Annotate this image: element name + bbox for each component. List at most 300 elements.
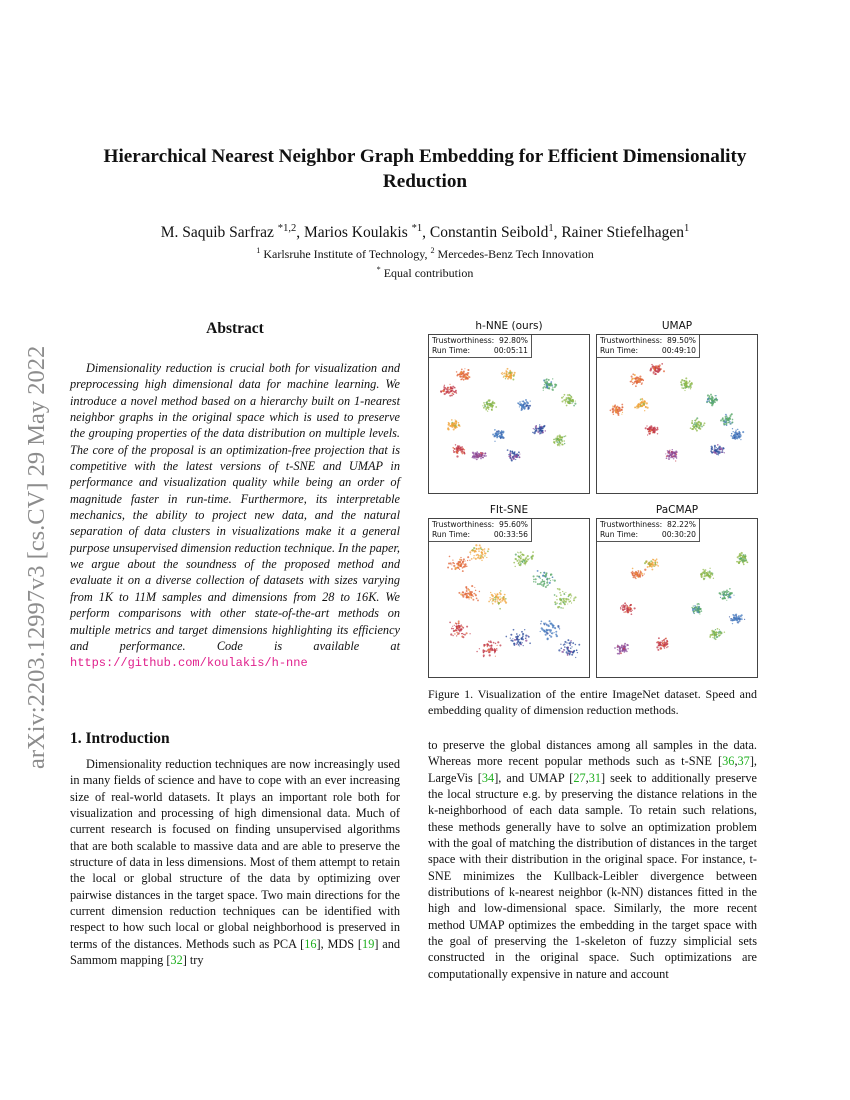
- scatter-point: [571, 646, 572, 647]
- scatter-point: [656, 429, 657, 430]
- scatter-point: [464, 368, 465, 369]
- scatter-point: [709, 400, 710, 401]
- scatter-point: [742, 556, 744, 558]
- scatter-point: [539, 583, 541, 585]
- scatter-point: [473, 557, 475, 559]
- scatter-point: [558, 649, 560, 651]
- code-link[interactable]: https://github.com/koulakis/h-nne: [70, 656, 308, 671]
- scatter-point: [728, 421, 730, 423]
- scatter-point: [624, 643, 626, 645]
- scatter-point: [549, 631, 551, 633]
- scatter-point: [614, 647, 616, 649]
- scatter-point: [660, 648, 662, 650]
- scatter-point: [521, 408, 523, 410]
- scatter-point: [466, 590, 468, 592]
- scatter-point: [710, 572, 712, 574]
- citation-link[interactable]: 36: [722, 754, 735, 769]
- scatter-point: [730, 618, 732, 620]
- scatter-point: [622, 609, 624, 611]
- scatter-point: [556, 595, 558, 597]
- scatter-point: [697, 423, 699, 425]
- scatter-point: [714, 637, 716, 639]
- scatter-point: [562, 591, 563, 592]
- scatter-point: [454, 387, 455, 388]
- scatter-point: [699, 424, 701, 426]
- scatter-point: [577, 652, 578, 653]
- scatter-point: [631, 380, 633, 382]
- scatter-point: [632, 573, 634, 575]
- scatter-point: [736, 561, 738, 563]
- scatter-point: [442, 390, 444, 392]
- runtime-value: 00:33:56: [493, 530, 528, 539]
- scatter-point: [627, 648, 628, 649]
- scatter-point: [710, 394, 712, 396]
- paper-title: Hierarchical Nearest Neighbor Graph Embedding for Efficient Dimensionality Reduction: [103, 146, 747, 192]
- scatter-point: [634, 576, 636, 578]
- scatter-point: [561, 397, 563, 399]
- scatter-point: [489, 407, 490, 408]
- scatter-point: [555, 384, 557, 386]
- scatter-point: [685, 384, 686, 385]
- scatter-point: [545, 634, 547, 636]
- scatter-point: [624, 647, 626, 649]
- scatter-point: [456, 623, 458, 625]
- scatter-point: [461, 449, 463, 451]
- affiliations: $^1$ Karlsruhe Institute of Technology, $^2$ Mercedes-Benz Tech Innovation: [256, 246, 594, 261]
- scatter-point: [499, 432, 501, 434]
- scatter-point: [618, 411, 619, 412]
- scatter-point: [522, 642, 523, 643]
- scatter-point: [447, 567, 449, 569]
- scatter-point: [670, 457, 671, 458]
- scatter-point: [667, 646, 668, 647]
- scatter-point: [574, 403, 576, 405]
- scatter-point: [468, 376, 470, 378]
- scatter-point: [472, 599, 474, 601]
- panel-title-fitsne: FIt-SNE: [489, 504, 529, 516]
- scatter-point: [559, 445, 560, 446]
- scatter-point: [578, 644, 580, 646]
- scatter-point: [459, 426, 460, 427]
- panel-title-umap: UMAP: [661, 320, 693, 332]
- scatter-point: [550, 381, 552, 383]
- scatter-point: [575, 644, 577, 646]
- scatter-point: [617, 409, 618, 410]
- scatter-point: [623, 606, 625, 608]
- scatter-point: [546, 624, 548, 626]
- scatter-point: [560, 594, 562, 596]
- scatter-point: [724, 423, 726, 425]
- scatter-point: [564, 394, 566, 396]
- scatter-point: [484, 550, 485, 551]
- scatter-point: [712, 575, 713, 576]
- scatter-point: [501, 434, 502, 435]
- scatter-point: [473, 593, 475, 595]
- scatter-point: [628, 612, 629, 613]
- scatter-point: [693, 605, 694, 606]
- scatter-point: [454, 625, 455, 626]
- scatter-point: [657, 367, 659, 369]
- scatter-point: [730, 423, 731, 424]
- scatter-point: [637, 573, 638, 574]
- scatter-point: [477, 599, 479, 601]
- scatter-point: [503, 373, 505, 375]
- scatter-point: [484, 548, 486, 550]
- scatter-point: [668, 458, 670, 460]
- scatter-point: [641, 405, 643, 407]
- scatter-point: [481, 549, 482, 550]
- scatter-point: [573, 650, 575, 652]
- scatter-point: [738, 431, 740, 433]
- scatter-point: [509, 452, 511, 454]
- scatter-point: [536, 575, 538, 577]
- scatter-point: [533, 575, 535, 577]
- scatter-point: [519, 454, 520, 455]
- scatter-point: [732, 431, 733, 432]
- scatter-point: [553, 439, 555, 441]
- scatter-point: [653, 429, 655, 431]
- scatter-point: [469, 551, 471, 553]
- scatter-point: [465, 378, 466, 379]
- scatter-point: [546, 382, 548, 384]
- scatter-point: [449, 395, 451, 397]
- scatter-point: [511, 377, 512, 378]
- scatter-point: [487, 410, 488, 411]
- scatter-point: [466, 566, 467, 567]
- scatter-point: [724, 452, 725, 453]
- scatter-point: [717, 632, 718, 633]
- scatter-point: [467, 592, 469, 594]
- scatter-point: [497, 645, 498, 646]
- scatter-point: [641, 398, 643, 400]
- scatter-point: [647, 428, 649, 430]
- scatter-point: [481, 555, 483, 557]
- scatter-point: [665, 453, 666, 454]
- scatter-point: [537, 570, 539, 572]
- scatter-point: [458, 620, 460, 622]
- scatter-point: [455, 419, 456, 420]
- scatter-point: [731, 421, 733, 423]
- scatter-point: [564, 443, 565, 444]
- scatter-point: [673, 458, 674, 459]
- abstract-text: Dimensionality reduction is crucial both for visualization and preprocessing high dimensional data for machine learning. We introduce a novel method based on a hierarchy built on 1-nearest neighbor graphs in the original space which is used to preserve the grouping properties of the data distribution on multiple levels. The core of the proposal is an optimization-free projection that is competitive with the latest versions of t-SNE and UMAP in performance and visualization quality while being an order of magnitude faster in run-time. Furthermore, its interpretable mechanics, the ability to project new data, and the natural separation of data clusters in visualizations make it a general purpose unsupervised dimension reduction technique. In the paper, we argue about the soundness of the proposed method and evaluate it on a diverse collection of datasets with sizes varying from 1K to 11M samples and dimensions from 28 to 16K. We perform comparisons with other state-of-the-art methods on multiple metrics and target dimensions highlighting its efficiency and performance. Code is available at: [70, 361, 400, 653]
- scatter-point: [630, 604, 632, 606]
- scatter-point: [674, 453, 676, 455]
- scatter-point: [535, 425, 537, 427]
- scatter-point: [502, 431, 504, 433]
- scatter-point: [719, 451, 721, 453]
- scatter-point: [543, 426, 545, 428]
- scatter-point: [708, 572, 710, 574]
- scatter-point: [490, 648, 492, 650]
- scatter-point: [721, 451, 723, 453]
- scatter-point: [456, 392, 457, 393]
- scatter-point: [494, 651, 496, 653]
- scatter-point: [462, 375, 463, 376]
- scatter-point: [566, 405, 568, 407]
- scatter-point: [554, 386, 556, 388]
- scatter-point: [628, 608, 630, 610]
- scatter-point: [484, 404, 486, 406]
- scatter-point: [456, 451, 458, 453]
- scatter-point: [549, 620, 551, 622]
- scatter-point: [625, 649, 626, 650]
- scatter-point: [725, 414, 727, 416]
- scatter-point: [552, 389, 554, 391]
- scatter-point: [451, 628, 453, 630]
- scatter-point: [461, 373, 462, 374]
- scatter-point: [724, 592, 726, 594]
- scatter-point: [488, 641, 490, 643]
- abstract-heading: Abstract: [206, 320, 264, 337]
- scatter-point: [450, 390, 452, 392]
- scatter-point: [645, 427, 647, 429]
- scatter-point: [737, 434, 738, 435]
- scatter-point: [657, 433, 658, 434]
- scatter-point: [454, 391, 456, 393]
- scatter-point: [525, 638, 526, 639]
- scatter-point: [646, 425, 647, 426]
- equal-contribution-note: [70, 266, 780, 281]
- scatter-point: [519, 401, 521, 403]
- scatter-point: [524, 629, 525, 630]
- scatter-point: [632, 568, 634, 570]
- scatter-point: [447, 387, 449, 389]
- scatter-point: [565, 402, 566, 403]
- scatter-point: [626, 611, 627, 612]
- scatter-point: [498, 599, 500, 601]
- scatter-point: [462, 627, 464, 629]
- scatter-point: [563, 600, 565, 602]
- scatter-point: [451, 419, 453, 421]
- scatter-point: [469, 598, 470, 599]
- scatter-point: [468, 597, 470, 599]
- scatter-point: [709, 568, 710, 569]
- scatter-point: [457, 446, 459, 448]
- scatter-point: [467, 588, 468, 589]
- scatter-point: [541, 584, 543, 586]
- runtime-value: 00:49:10: [661, 346, 696, 355]
- scatter-point: [476, 548, 477, 549]
- scatter-point: [466, 632, 468, 634]
- scatter-point: [711, 446, 713, 448]
- scatter-point: [554, 601, 556, 603]
- scatter-point: [636, 576, 637, 577]
- scatter-point: [469, 560, 470, 561]
- scatter-point: [733, 619, 735, 621]
- scatter-point: [650, 564, 651, 565]
- scatter-point: [545, 382, 546, 383]
- scatter-point: [634, 378, 635, 379]
- scatter-point: [504, 594, 506, 596]
- scatter-plot: [597, 519, 757, 677]
- scatter-point: [545, 379, 547, 381]
- scatter-point: [710, 402, 712, 404]
- scatter-point: [746, 562, 747, 563]
- scatter-point: [523, 645, 524, 646]
- scatter-point: [510, 639, 512, 641]
- citation-link[interactable]: 19: [362, 936, 375, 951]
- author-name: M. Saquib Sarfraz: [160, 224, 274, 241]
- scatter-point: [701, 426, 703, 428]
- scatter-point: [555, 603, 557, 605]
- scatter-point: [456, 632, 458, 634]
- scatter-point: [440, 390, 442, 392]
- citation-link[interactable]: 31: [588, 770, 602, 785]
- scatter-point: [514, 643, 516, 645]
- scatter-point: [569, 654, 571, 656]
- scatter-point: [556, 602, 557, 603]
- scatter-plot: [597, 335, 757, 493]
- scatter-point: [497, 594, 498, 595]
- scatter-point: [494, 429, 496, 431]
- scatter-point: [627, 644, 629, 646]
- scatter-point: [562, 598, 563, 599]
- scatter-point: [659, 642, 661, 644]
- scatter-point: [650, 430, 651, 431]
- scatter-point: [518, 644, 520, 646]
- scatter-point: [542, 387, 544, 389]
- scatter-point: [634, 607, 636, 609]
- scatter-point: [706, 572, 708, 574]
- scatter-point: [553, 441, 555, 443]
- scatter-point: [726, 425, 728, 427]
- affil-name: Karlsruhe Institute of Technology: [263, 247, 425, 261]
- scatter-point: [696, 417, 698, 419]
- scatter-point: [543, 572, 545, 574]
- scatter-point: [498, 602, 500, 604]
- scatter-point: [562, 601, 563, 602]
- scatter-point: [575, 401, 576, 402]
- citation-link[interactable]: 16: [304, 936, 317, 951]
- author-affil: 1: [548, 222, 554, 234]
- scatter-point: [514, 452, 516, 454]
- scatter-point: [657, 427, 659, 429]
- scatter-point: [714, 450, 716, 452]
- scatter-point: [563, 649, 565, 651]
- scatter-point: [697, 603, 699, 605]
- scatter-point: [697, 608, 699, 610]
- scatter-point: [494, 441, 495, 442]
- scatter-point: [560, 607, 562, 609]
- scatter-point: [489, 652, 490, 653]
- scatter-point: [467, 372, 469, 374]
- scatter-point: [741, 618, 742, 619]
- scatter-point: [543, 623, 545, 625]
- scatter-point: [674, 456, 676, 458]
- trustworthiness-value: 82.22%: [667, 520, 696, 529]
- scatter-point: [481, 560, 482, 561]
- scatter-point: [647, 566, 649, 568]
- scatter-point: [728, 597, 729, 598]
- citation-link[interactable]: 27: [573, 770, 586, 785]
- scatter-point: [459, 626, 461, 628]
- scatter-point: [707, 398, 709, 400]
- scatter-point: [518, 451, 520, 453]
- scatter-point: [626, 610, 628, 612]
- scatter-point: [541, 628, 543, 630]
- scatter-point: [560, 602, 561, 603]
- scatter-point: [559, 434, 561, 436]
- scatter-point: [546, 578, 548, 580]
- scatter-point: [551, 632, 553, 634]
- scatter-point: [525, 564, 526, 565]
- scatter-point: [686, 385, 687, 386]
- scatter-point: [634, 381, 635, 382]
- scatter-point: [469, 633, 470, 634]
- scatter-point: [713, 631, 714, 632]
- scatter-point: [622, 412, 623, 413]
- scatter-point: [499, 592, 501, 594]
- citation-link[interactable]: 32: [170, 953, 183, 968]
- scatter-point: [453, 428, 455, 430]
- scatter-point: [499, 608, 501, 610]
- scatter-point: [652, 562, 653, 563]
- scatter-point: [479, 544, 481, 546]
- scatter-point: [640, 405, 641, 406]
- scatter-point: [563, 436, 565, 438]
- scatter-point: [675, 451, 677, 453]
- scatter-point: [653, 431, 655, 433]
- scatter-point: [576, 649, 578, 651]
- scatter-point: [681, 385, 682, 386]
- scatter-point: [655, 565, 656, 566]
- scatter-point: [570, 640, 571, 641]
- scatter-point: [466, 588, 467, 589]
- scatter-point: [488, 405, 489, 406]
- scatter-point: [688, 387, 689, 388]
- scatter-point: [614, 404, 616, 406]
- scatter-point: [719, 631, 721, 633]
- scatter-point: [522, 400, 524, 402]
- scatter-point: [514, 372, 516, 374]
- scatter-point: [519, 645, 520, 646]
- scatter-point: [622, 650, 624, 652]
- scatter-point: [451, 423, 453, 425]
- scatter-point: [498, 604, 499, 605]
- scatter-point: [451, 564, 452, 565]
- scatter-point: [449, 384, 450, 385]
- scatter-point: [564, 643, 566, 645]
- citation-link[interactable]: 37: [737, 754, 750, 769]
- scatter-point: [520, 561, 522, 563]
- scatter-point: [525, 399, 527, 401]
- scatter-point: [476, 651, 478, 653]
- scatter-point: [689, 380, 690, 381]
- scatter-point: [457, 628, 459, 630]
- scatter-point: [475, 594, 477, 596]
- scatter-point: [458, 561, 459, 562]
- scatter-point: [616, 406, 617, 407]
- scatter-point: [560, 647, 562, 649]
- citation-link[interactable]: 34: [481, 770, 495, 785]
- scatter-point: [637, 404, 639, 406]
- scatter-point: [496, 649, 497, 650]
- scatter-point: [461, 624, 463, 626]
- scatter-point: [737, 429, 739, 431]
- scatter-point: [444, 393, 446, 395]
- scatter-point: [659, 366, 660, 367]
- scatter-point: [492, 603, 494, 605]
- scatter-point: [612, 411, 614, 413]
- scatter-point: [735, 437, 737, 439]
- scatter-point: [520, 551, 522, 553]
- scatter-point: [667, 643, 668, 644]
- scatter-point: [635, 385, 637, 387]
- scatter-point: [504, 600, 506, 602]
- scatter-point: [744, 556, 746, 558]
- scatter-point: [459, 450, 461, 452]
